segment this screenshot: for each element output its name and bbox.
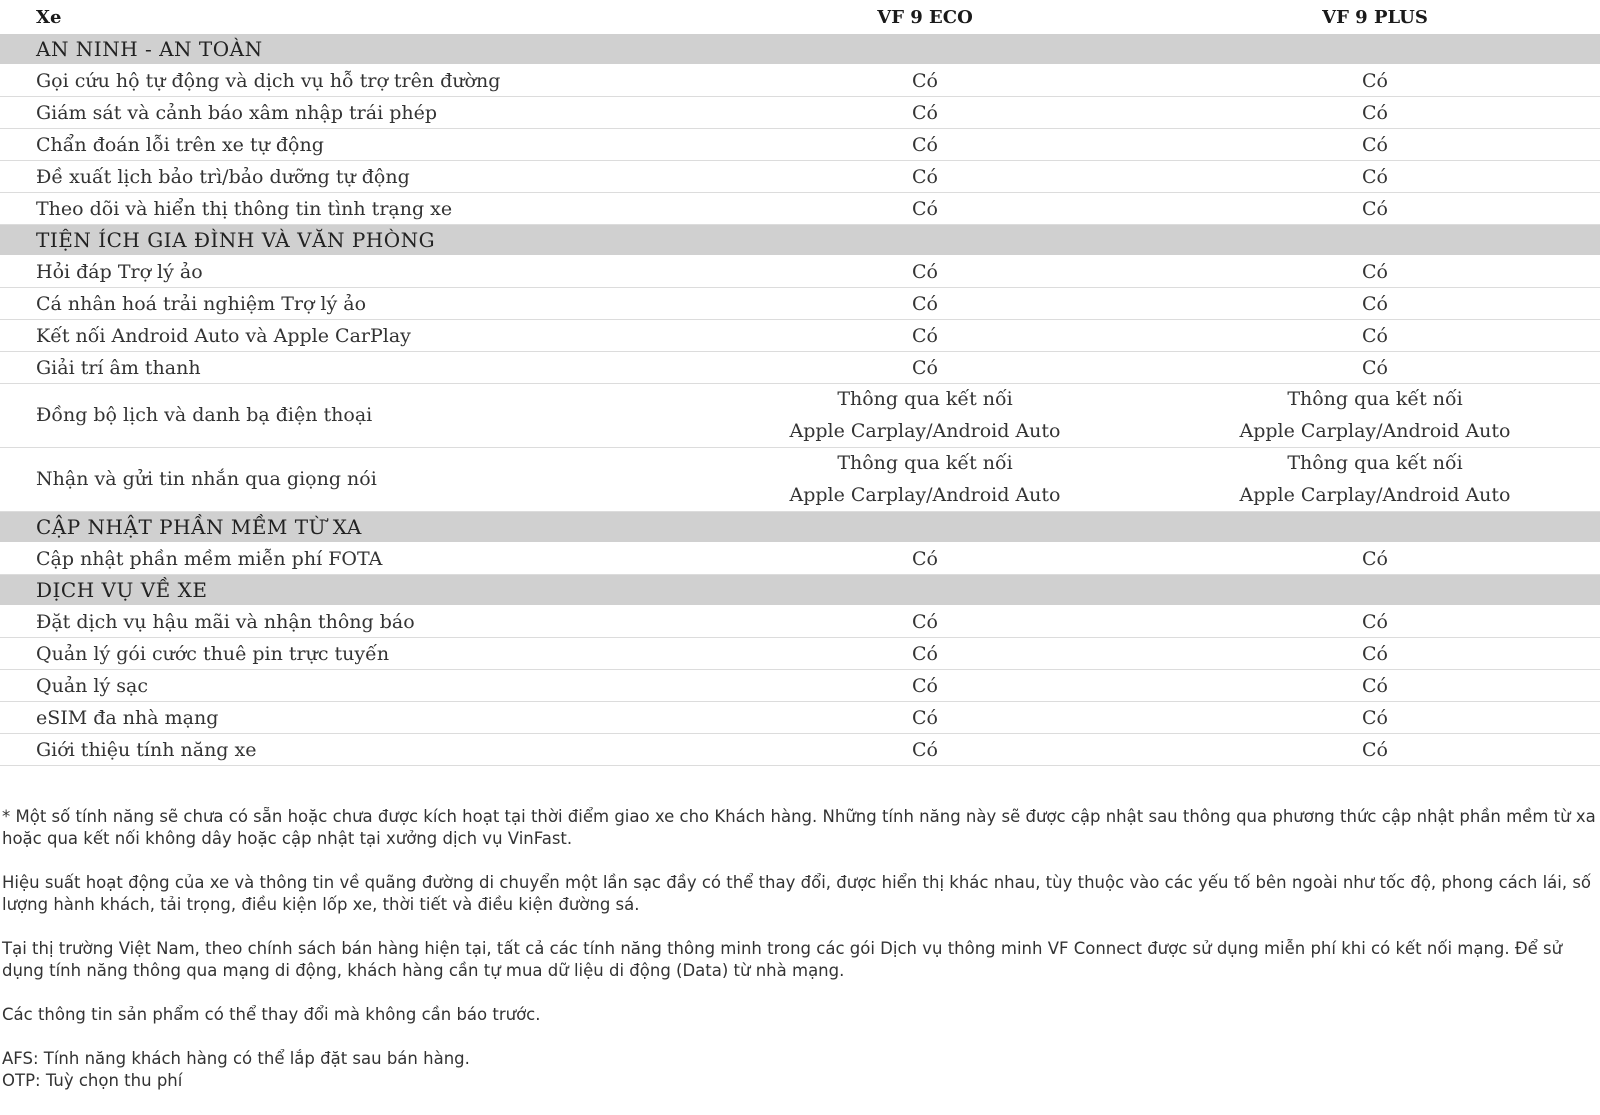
eco-value: Có xyxy=(700,65,1150,97)
plus-value xyxy=(1150,448,1600,512)
eco-value: Có xyxy=(700,256,1150,288)
table-row xyxy=(0,606,1600,638)
eco-value-line1: Thông qua kết nối xyxy=(837,388,1013,410)
eco-value: Có xyxy=(700,734,1150,766)
table-row xyxy=(0,97,1600,129)
feature-label: Đề xuất lịch bảo trì/bảo dưỡng tự động xyxy=(0,161,700,193)
plus-value-line1: Thông qua kết nối xyxy=(1287,388,1463,410)
feature-label: Giải trí âm thanh xyxy=(0,352,700,384)
eco-value: Có xyxy=(700,702,1150,734)
plus-value: Có xyxy=(1150,193,1600,225)
header-vf9-eco: VF 9 ECO xyxy=(877,6,973,28)
eco-value: Có xyxy=(700,352,1150,384)
table-row xyxy=(0,448,1600,512)
feature-label: Giới thiệu tính năng xe xyxy=(0,734,700,766)
plus-value-line1: Thông qua kết nối xyxy=(1287,452,1463,474)
table-row xyxy=(0,256,1600,288)
section-title: CẬP NHẬT PHẦN MỀM TỪ XA xyxy=(0,512,1600,543)
feature-label: Gọi cứu hộ tự động và dịch vụ hỗ trợ trên đường xyxy=(0,65,700,97)
eco-value-line2: Apple Carplay/Android Auto xyxy=(789,419,1061,442)
table-row xyxy=(0,129,1600,161)
plus-value-line2: Apple Carplay/Android Auto xyxy=(1239,483,1511,506)
plus-value: Có xyxy=(1150,288,1600,320)
table-row xyxy=(0,193,1600,225)
table-row xyxy=(0,638,1600,670)
table-row xyxy=(0,543,1600,575)
feature-label: Giám sát và cảnh báo xâm nhập trái phép xyxy=(0,97,700,129)
eco-value: Có xyxy=(700,543,1150,575)
feature-label: Quản lý gói cước thuê pin trực tuyến xyxy=(0,638,700,670)
footnote-availability: * Một số tính năng sẽ chưa có sẵn hoặc chưa được kích hoạt tại thời điểm giao xe cho Khách hàng. Những tính năng này sẽ được cập nhật sau thông qua phương thức cập nhật phần mềm từ xa hoặc qua kết nối không dây hoặc cập nhật tại xưởng dịch vụ VinFast. xyxy=(2,807,1596,848)
footnotes xyxy=(2,806,1598,1092)
section-header xyxy=(0,512,1600,543)
plus-value: Có xyxy=(1150,129,1600,161)
feature-label: Theo dõi và hiển thị thông tin tình trạng xe xyxy=(0,193,700,225)
plus-value: Có xyxy=(1150,543,1600,575)
eco-value: Có xyxy=(700,129,1150,161)
feature-label: Quản lý sạc xyxy=(0,670,700,702)
eco-value: Có xyxy=(700,97,1150,129)
table-row xyxy=(0,670,1600,702)
table-row xyxy=(0,161,1600,193)
feature-label: Cập nhật phần mềm miễn phí FOTA xyxy=(0,543,700,575)
eco-value xyxy=(700,384,1150,448)
plus-value: Có xyxy=(1150,256,1600,288)
footnote-performance: Hiệu suất hoạt động của xe và thông tin về quãng đường di chuyển một lần sạc đầy có thể thay đổi, được hiển thị khác nhau, tùy thuộc vào các yếu tố bên ngoài như tốc độ, phong cách lái, số lượng hành khách, tải trọng, điều kiện lốp xe, thời tiết và điều kiện đường sá. xyxy=(2,873,1592,914)
footnote-disclaimer: Các thông tin sản phẩm có thể thay đổi mà không cần báo trước. xyxy=(2,1005,541,1024)
feature-label: Nhận và gửi tin nhắn qua giọng nói xyxy=(0,448,700,512)
plus-value: Có xyxy=(1150,606,1600,638)
section-header xyxy=(0,575,1600,606)
section-header xyxy=(0,34,1600,65)
eco-value: Có xyxy=(700,606,1150,638)
header-vf9-plus: VF 9 PLUS xyxy=(1322,6,1428,28)
plus-value: Có xyxy=(1150,352,1600,384)
plus-value: Có xyxy=(1150,702,1600,734)
table-row xyxy=(0,352,1600,384)
section-title: AN NINH - AN TOÀN xyxy=(0,34,1600,65)
footnote-vn-market: Tại thị trường Việt Nam, theo chính sách bán hàng hiện tại, tất cả các tính năng thông minh trong các gói Dịch vụ thông minh VF Connect được sử dụng miễn phí khi có kết nối mạng. Để sử dụng tính năng thông qua mạng di động, khách hàng cần tự mua dữ liệu di động (Data) từ nhà mạng. xyxy=(2,939,1563,980)
plus-value: Có xyxy=(1150,65,1600,97)
table-row xyxy=(0,320,1600,352)
eco-value-line2: Apple Carplay/Android Auto xyxy=(789,483,1061,506)
plus-value-line2: Apple Carplay/Android Auto xyxy=(1239,419,1511,442)
table-row xyxy=(0,734,1600,766)
feature-label: Chẩn đoán lỗi trên xe tự động xyxy=(0,129,700,161)
plus-value: Có xyxy=(1150,320,1600,352)
table-row xyxy=(0,65,1600,97)
section-header xyxy=(0,225,1600,256)
plus-value: Có xyxy=(1150,97,1600,129)
plus-value: Có xyxy=(1150,734,1600,766)
table-row xyxy=(0,702,1600,734)
feature-label: Đồng bộ lịch và danh bạ điện thoại xyxy=(0,384,700,448)
footnote-afs: AFS: Tính năng khách hàng có thể lắp đặt sau bán hàng. xyxy=(2,1049,470,1068)
table-row xyxy=(0,384,1600,448)
eco-value: Có xyxy=(700,638,1150,670)
feature-label: Đặt dịch vụ hậu mãi và nhận thông báo xyxy=(0,606,700,638)
plus-value: Có xyxy=(1150,161,1600,193)
table-header xyxy=(0,0,1600,34)
plus-value: Có xyxy=(1150,638,1600,670)
feature-label: Cá nhân hoá trải nghiệm Trợ lý ảo xyxy=(0,288,700,320)
plus-value xyxy=(1150,384,1600,448)
eco-value: Có xyxy=(700,288,1150,320)
section-title: TIỆN ÍCH GIA ĐÌNH VÀ VĂN PHÒNG xyxy=(0,225,1600,256)
eco-value: Có xyxy=(700,320,1150,352)
header-feature: Xe xyxy=(36,6,62,28)
eco-value: Có xyxy=(700,193,1150,225)
eco-value-line1: Thông qua kết nối xyxy=(837,452,1013,474)
footnote-otp: OTP: Tuỳ chọn thu phí xyxy=(2,1071,183,1090)
feature-label: Kết nối Android Auto và Apple CarPlay xyxy=(0,320,700,352)
eco-value xyxy=(700,448,1150,512)
plus-value: Có xyxy=(1150,670,1600,702)
eco-value: Có xyxy=(700,670,1150,702)
feature-label: Hỏi đáp Trợ lý ảo xyxy=(0,256,700,288)
eco-value: Có xyxy=(700,161,1150,193)
feature-label: eSIM đa nhà mạng xyxy=(0,702,700,734)
section-title: DỊCH VỤ VỀ XE xyxy=(0,575,1600,606)
table-row xyxy=(0,288,1600,320)
